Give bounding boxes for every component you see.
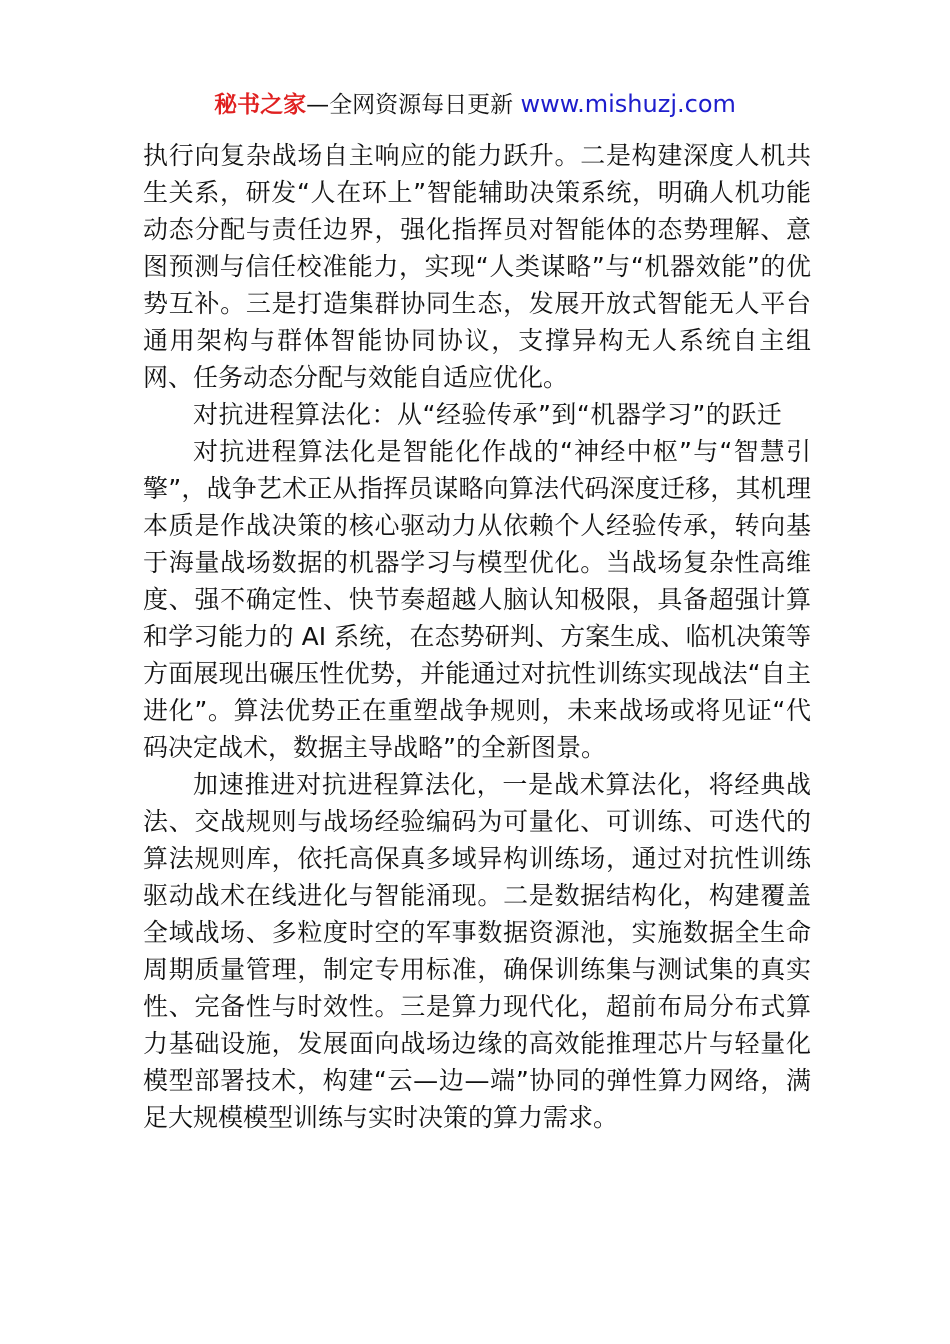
paragraph-body: 加速推进对抗进程算法化，一是战术算法化，将经典战法、交战规则与战场经验编码为可量化、可训练、可迭代的算法规则库，依托高保真多域异构训练场，通过对抗性训练驱动战术在线进化与智能涌现。二是数据结构化，构建覆盖全域战场、多粒度时空的军事数据资源池，实施数据全生命周期质量管理，制定专用标准，确保训练集与测试集的真实性、完备性与时效性。三是算力现代化，超前布局分布式算力基础设施，发展面向战场边缘的高效能推理芯片与轻量化模型部署技术，构建“云—边—端”协同的弹性算力网络，满足大规模模型训练与实时决策的算力需求。	[143, 770, 811, 1132]
header-tagline: —全网资源每日更新	[306, 92, 521, 118]
document-body	[143, 137, 811, 1136]
section-heading: 对抗进程算法化：从“经验传承”到“机器学习”的跃迁	[193, 400, 783, 429]
site-url-link[interactable]: www.mishuzj.com	[520, 90, 736, 118]
paragraph-body: 对抗进程算法化是智能化作战的“神经中枢”与“智慧引擎”，战争艺术正从指挥员谋略向算法代码深度迁移，其机理本质是作战决策的核心驱动力从依赖个人经验传承，转向基于海量战场数据的机器学习与模型优化。当战场复杂性高维度、强不确定性、快节奏超越人脑认知极限，具备超强计算和学习能力的 AI 系统，在态势研判、方案生成、临机决策等方面展现出碾压性优势，并能通过对抗性训练实现战法“自主进化”。算法优势正在重塑战争规则，未来战场或将见证“代码决定战术，数据主导战略”的全新图景。	[143, 437, 811, 762]
page-header	[0, 88, 950, 121]
brand-name: 秘书之家	[214, 92, 307, 118]
paragraph-continuation: 执行向复杂战场自主响应的能力跃升。二是构建深度人机共生关系，研发“人在环上”智能辅助决策系统，明确人机功能动态分配与责任边界，强化指挥员对智能体的态势理解、意图预测与信任校准能力，实现“人类谋略”与“机器效能”的优势互补。三是打造集群协同生态，发展开放式智能无人平台通用架构与群体智能协同协议，支撑异构无人系统自主组网、任务动态分配与效能自适应优化。	[143, 141, 811, 392]
